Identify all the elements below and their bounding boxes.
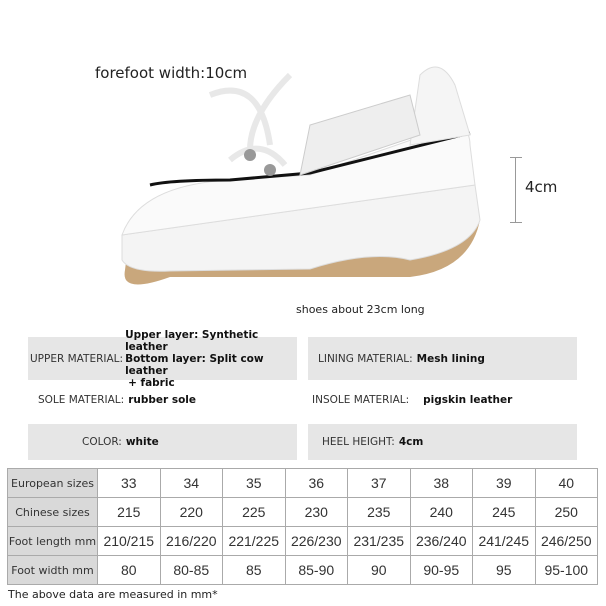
table-cell: 221/225 xyxy=(223,527,286,556)
table-cell: 80-85 xyxy=(160,556,223,585)
heel-height-row xyxy=(308,424,577,460)
table-cell: 85-90 xyxy=(285,556,348,585)
table-row xyxy=(8,556,598,585)
sole-material-row xyxy=(28,388,297,412)
table-cell: 33 xyxy=(98,469,161,498)
heel-height-label: HEEL HEIGHT: xyxy=(322,436,395,448)
heel-height-value: 4cm xyxy=(398,436,424,448)
table-cell: 240 xyxy=(410,498,473,527)
table-cell: 245 xyxy=(473,498,536,527)
upper-material-value-3: + fabric xyxy=(128,376,175,389)
table-cell: 90 xyxy=(348,556,411,585)
upper-material-row xyxy=(28,328,297,389)
table-row xyxy=(8,469,598,498)
table-cell: 220 xyxy=(160,498,223,527)
table-cell: 80 xyxy=(98,556,161,585)
table-cell: 215 xyxy=(98,498,161,527)
table-cell: 231/235 xyxy=(348,527,411,556)
height-dimension-marker xyxy=(510,157,522,223)
table-cell: 35 xyxy=(223,469,286,498)
table-cell: 38 xyxy=(410,469,473,498)
color-value: white xyxy=(125,436,159,448)
table-cell: 225 xyxy=(223,498,286,527)
color-label: COLOR: xyxy=(82,436,122,448)
lining-material-row xyxy=(308,337,577,380)
upper-material-value-1: Upper layer: Synthetic leather xyxy=(125,328,259,353)
sole-material-label: SOLE MATERIAL: xyxy=(38,394,125,406)
row-header: Chinese sizes xyxy=(8,498,98,527)
row-header: Foot width mm xyxy=(8,556,98,585)
lining-material-value: Mesh lining xyxy=(416,352,485,365)
table-cell: 36 xyxy=(285,469,348,498)
table-cell: 90-95 xyxy=(410,556,473,585)
table-cell: 39 xyxy=(473,469,536,498)
measurement-note: The above data are measured in mm* xyxy=(8,588,218,601)
height-label: 4cm xyxy=(525,178,558,196)
table-cell: 246/250 xyxy=(535,527,598,556)
table-cell: 235 xyxy=(348,498,411,527)
table-cell: 241/245 xyxy=(473,527,536,556)
length-label: shoes about 23cm long xyxy=(296,303,425,316)
table-cell: 40 xyxy=(535,469,598,498)
table-cell: 226/230 xyxy=(285,527,348,556)
table-cell: 216/220 xyxy=(160,527,223,556)
table-cell: 230 xyxy=(285,498,348,527)
table-row xyxy=(8,527,598,556)
insole-material-value: pigskin leather xyxy=(423,394,513,406)
sole-material-value: rubber sole xyxy=(128,394,197,406)
insole-material-label: INSOLE MATERIAL: xyxy=(312,394,410,406)
table-cell: 85 xyxy=(223,556,286,585)
lining-material-label: LINING MATERIAL: xyxy=(318,352,413,365)
table-cell: 95-100 xyxy=(535,556,598,585)
insole-material-row xyxy=(308,388,577,412)
table-cell: 34 xyxy=(160,469,223,498)
table-cell: 250 xyxy=(535,498,598,527)
table-cell: 236/240 xyxy=(410,527,473,556)
table-row xyxy=(8,498,598,527)
upper-material-value-2: Bottom layer: Split cow leather xyxy=(125,352,264,377)
color-row xyxy=(28,424,297,460)
row-header: Foot length mm xyxy=(8,527,98,556)
size-chart-table xyxy=(7,468,598,585)
table-cell: 210/215 xyxy=(98,527,161,556)
table-cell: 95 xyxy=(473,556,536,585)
forefoot-width-label: forefoot width:10cm xyxy=(95,64,248,82)
sneaker-image xyxy=(110,55,490,285)
table-cell: 37 xyxy=(348,469,411,498)
upper-material-label: UPPER MATERIAL: xyxy=(30,352,124,365)
row-header: European sizes xyxy=(8,469,98,498)
